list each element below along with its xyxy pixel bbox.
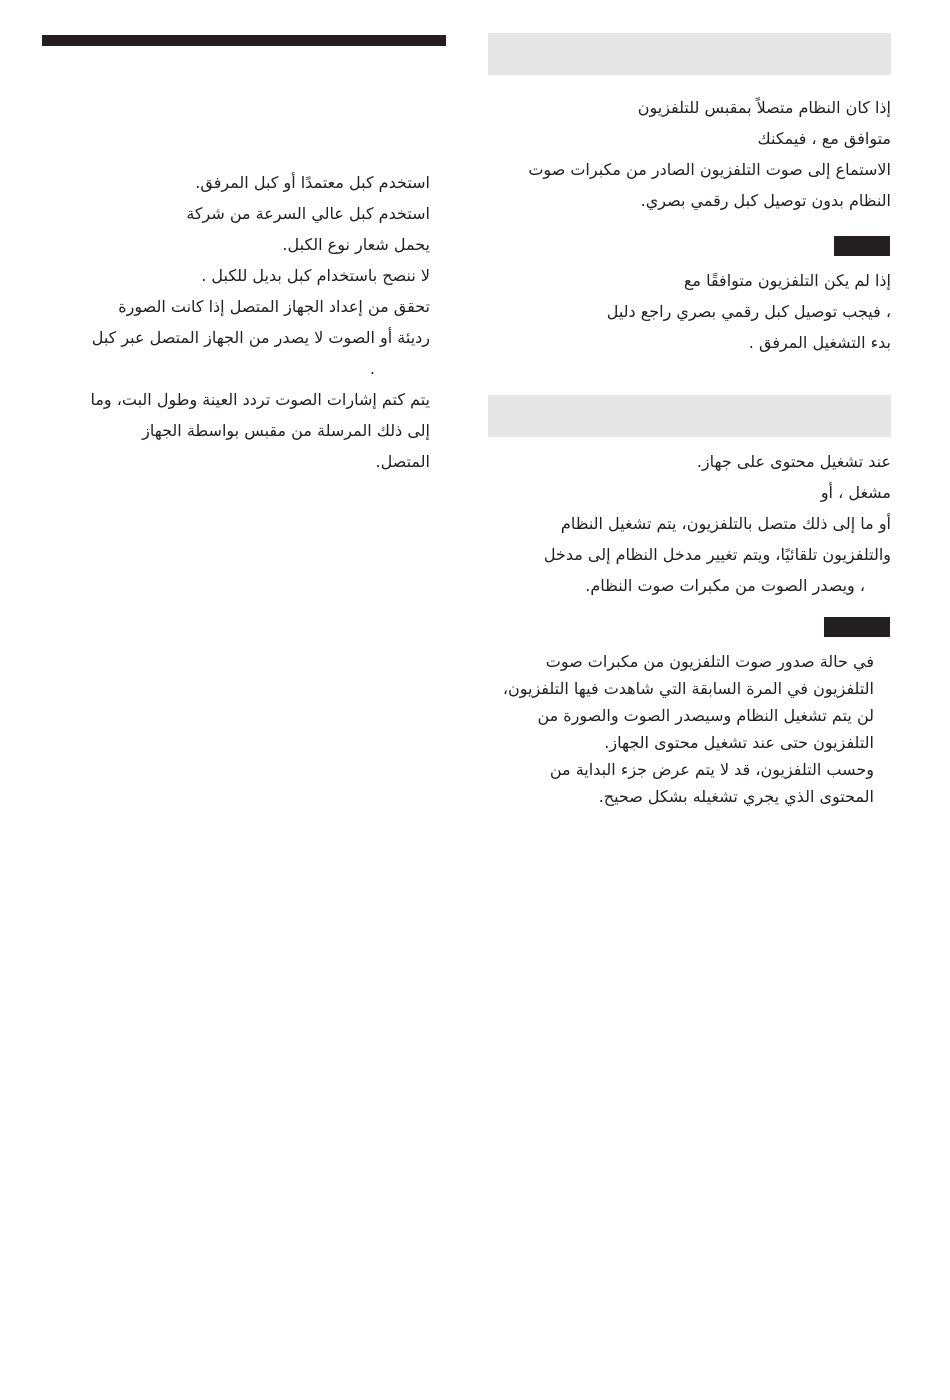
text-line: يحمل شعار نوع الكبل. xyxy=(282,235,430,254)
text-line: مشغل ، أو xyxy=(820,483,891,502)
text-line: إلى ذلك المرسلة من مقبس بواسطة الجهاز xyxy=(142,421,430,440)
text-line: تحقق من إعداد الجهاز المتصل إذا كانت الصورة xyxy=(118,297,430,316)
hdmi-cable-notes xyxy=(42,167,430,477)
text-line: عند تشغيل محتوى على جهاز. xyxy=(696,452,891,471)
top-rule xyxy=(42,35,446,46)
text-line: رديئة أو الصوت لا يصدر من الجهاز المتصل عبر كبل xyxy=(91,328,430,347)
section1-body xyxy=(488,92,891,216)
section-header-bar xyxy=(488,33,891,75)
text-line: المحتوى الذي يجري تشغيله بشكل صحيح. xyxy=(598,787,874,806)
text-line: المتصل. xyxy=(375,452,430,471)
section2-body xyxy=(488,446,891,601)
text-line: الاستماع إلى صوت التلفزيون الصادر من مكبرات صوت xyxy=(528,160,891,179)
text-line: في حالة صدور صوت التلفزيون من مكبرات صوت xyxy=(545,652,874,671)
text-line: متوافق مع ، فيمكنك xyxy=(757,129,891,148)
text-line: استخدم كبل معتمدًا أو كبل المرفق. xyxy=(195,173,430,192)
text-line: ، ويصدر الصوت من مكبرات صوت النظام. xyxy=(585,576,865,595)
section2-note xyxy=(488,648,874,810)
text-line: إذا كان النظام متصلاً بمقبس للتلفزيون xyxy=(637,98,891,117)
text-line: النظام بدون توصيل كبل رقمي بصري. xyxy=(640,191,891,210)
text-line: لن يتم تشغيل النظام وسيصدر الصوت والصورة من xyxy=(537,706,874,725)
note-tag xyxy=(834,236,890,256)
text-line: بدء التشغيل المرفق . xyxy=(748,333,891,352)
text-line: يتم كتم إشارات الصوت تردد العينة وطول البت، وما xyxy=(90,390,430,409)
text-line: استخدم كبل عالي السرعة من شركة xyxy=(186,204,430,223)
note-tag xyxy=(824,617,890,637)
text-line: ، فيجب توصيل كبل رقمي بصري راجع دليل xyxy=(606,302,891,321)
text-line: لا ننصح باستخدام كبل بديل للكبل . xyxy=(201,266,430,285)
section-header-bar xyxy=(488,395,891,437)
text-line: والتلفزيون تلقائيًا، ويتم تغيير مدخل النظام إلى مدخل xyxy=(543,545,891,564)
text-line: أو ما إلى ذلك متصل بالتلفزيون، يتم تشغيل النظام xyxy=(560,514,891,533)
text-line: التلفزيون حتى عند تشغيل محتوى الجهاز. xyxy=(604,733,874,752)
text-line: وحسب التلفزيون، قد لا يتم عرض جزء البداية من xyxy=(549,760,874,779)
text-line: إذا لم يكن التلفزيون متوافقًا مع xyxy=(683,271,891,290)
text-line: التلفزيون في المرة السابقة التي شاهدت فيها التلفزيون، xyxy=(502,679,874,698)
section1-note xyxy=(488,265,891,358)
text-line: . xyxy=(369,359,375,378)
